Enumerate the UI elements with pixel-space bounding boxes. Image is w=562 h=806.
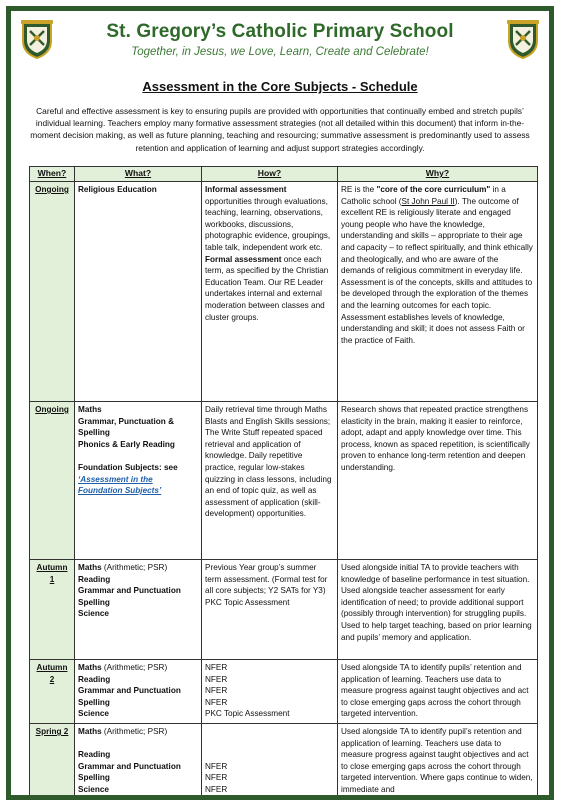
why-cell: Used alongside initial TA to provide teachers with knowledge of baseline performance in test situation. Used alongside teacher assessment for early identification of need; to provide additional support (possibly through intervention) for struggling pupils. Used to help target teaching, based on prior learning and pupils’ memory and application. [338, 560, 538, 660]
when-cell: Ongoing [30, 402, 75, 560]
what-cell [75, 182, 202, 402]
why-quote: "core of the core curriculum" [376, 185, 491, 194]
when-cell [30, 660, 75, 724]
subject-label: Reading [78, 674, 111, 684]
page-border [6, 6, 554, 800]
what-cell [75, 560, 202, 660]
subject-label: Maths [78, 405, 102, 414]
school-motto: Together, in Jesus, we Love, Learn, Create and Celebrate! [131, 46, 429, 58]
subject-label: Science [78, 784, 109, 794]
when-term: Autumn [36, 663, 68, 672]
formal-assessment-text: once each term, as specified by the Christian Education Team. Our RE Leader undertakes internal and external moderation between classes and cluster groups. [205, 254, 329, 322]
subject-label: Reading [78, 750, 111, 760]
how-cell [202, 660, 338, 724]
document-title: Assessment in the Core Subjects - Schedule [142, 79, 418, 94]
how-text: NFER [205, 686, 228, 696]
subject-label: Maths [78, 563, 102, 572]
why-text: RE is the [341, 185, 377, 194]
how-text: NFER [205, 773, 228, 783]
how-text: PKC Topic Assessment [205, 709, 290, 719]
what-cell [75, 660, 202, 724]
subject-label: Spelling [78, 697, 110, 707]
why-cell: Used alongside TA to identify pupil’s retention and application of learning. Teachers use data to measure progress against taught objectives and act to close emerging gaps across the cohort through targeted intervention. Where gaps continue to widen, immediate and [338, 724, 538, 798]
table-row [30, 182, 538, 402]
table-row [30, 724, 538, 798]
foundation-subjects-label: Foundation Subjects: see [78, 462, 178, 472]
subject-label: Science [78, 709, 109, 719]
how-text: NFER [205, 697, 228, 707]
when-cell [30, 560, 75, 660]
subject-label: Grammar and Punctuation [78, 761, 181, 771]
subject-note: (Arithmetic; PSR) [101, 663, 168, 672]
subject-label: Grammar and Punctuation [78, 586, 181, 596]
why-cell: Used alongside TA to identify pupils’ retention and application of learning. Teachers use data to measure progress against taught objectives and act to close emerging gaps across the cohort through targeted intervention. [338, 660, 538, 724]
why-citation: St John Paul II [401, 196, 455, 206]
foundation-subjects-link[interactable]: ‘Assessment in the Foundation Subjects’ [78, 474, 162, 496]
how-cell [202, 724, 338, 798]
table-row [30, 402, 538, 560]
how-cell [202, 560, 338, 660]
informal-assessment-text: opportunities through evaluations, teaching, learning, observations, workbooks, discussions, photographic evidence, groupings, table talk, independent work etc. [205, 196, 331, 252]
col-header-how: How? [202, 167, 338, 182]
col-header-what: What? [75, 167, 202, 182]
subject-label: Religious Education [78, 185, 157, 194]
why-text: in a Catholic school ( [341, 185, 506, 206]
table-row [30, 660, 538, 724]
how-cell: Daily retrieval time through Maths Blasts and English Skills sessions; The Write Stuff repeated spaced retrieval and application of knowledge. Daily repetitive practice, regular low-stakes quizzing in class lessons, including an end of topic quiz, as well as assessment of application (skill-development) opportunities. [202, 402, 338, 560]
table-row [30, 560, 538, 660]
subject-label: Spelling [78, 597, 110, 607]
when-half: 2 [49, 674, 55, 684]
why-text: ). The outcome of excellent RE is religiously literate and engaged young people who have the knowledge, understanding and skills – appropriate to their age and capacity – to reflect spiritually, and think ethically and theologically, and who are aware of the demands of religious commitment in everyday life. Assessment is of the concepts, skills and attitudes to be developed through the exploration of the themes and the learning outcomes for each topic. Assessment establishes levels of knowledge, understanding and skill; it does not assess Faith or the practice of Faith. [341, 196, 533, 345]
subject-label: Spelling [78, 773, 110, 783]
school-name: St. Gregory’s Catholic Primary School [106, 21, 454, 42]
how-text: PKC Topic Assessment [205, 597, 290, 607]
subject-note: (Arithmetic; PSR) [101, 727, 168, 736]
subject-label: Maths [78, 727, 102, 736]
col-header-when: When? [30, 167, 75, 182]
when-half: 1 [49, 574, 55, 584]
school-crest-icon [506, 19, 540, 59]
subject-note: (Arithmetic; PSR) [101, 563, 168, 572]
how-text: Previous Year group’s summer term assessment. (Formal test for all core subjects; Y2 SATs for Y3) [205, 563, 328, 596]
formal-assessment-label: Formal assessment [205, 254, 282, 264]
how-cell [202, 182, 338, 402]
when-term: Autumn [36, 563, 68, 572]
subject-label: Maths [78, 663, 102, 672]
subject-label: Science [78, 609, 109, 619]
how-text: NFER [205, 663, 228, 672]
informal-assessment-label: Informal assessment [205, 185, 287, 194]
assessment-schedule-table [29, 166, 538, 798]
subject-label: Grammar and Punctuation [78, 686, 181, 696]
how-text: NFER [205, 674, 228, 684]
subject-label: Phonics & Early Reading [78, 439, 175, 449]
how-text: NFER [205, 761, 228, 771]
what-cell [75, 402, 202, 560]
when-cell: Ongoing [30, 182, 75, 402]
col-header-why: Why? [338, 167, 538, 182]
subject-label: Grammar, Punctuation & Spelling [78, 416, 174, 438]
why-cell: Research shows that repeated practice strengthens elasticity in the brain, making it easier to reinforce, adopt, adapt and apply knowledge over time. This process, known as spaced repetition, is scientifically proven to enhance long-term retention and deepen understanding. [338, 402, 538, 560]
subject-label: Reading [78, 574, 111, 584]
why-cell [338, 182, 538, 402]
intro-paragraph: Careful and effective assessment is key to ensuring pupils are provided with opportunities that continually embed and stretch pupils’ individual learning. Teachers employ many formative assessment strategies (not all detailed within this document) that inform in-the-moment decision making, as well as future planning, teaching and resourcing; summative assessment is predominantly used to assess retention and application of learning and adjust support strategies accordingly. [30, 106, 530, 153]
how-text: NFER [205, 784, 228, 794]
table-header-row [30, 167, 538, 182]
when-cell: Spring 2 [30, 724, 75, 798]
school-crest-icon [20, 19, 54, 59]
what-cell [75, 724, 202, 798]
